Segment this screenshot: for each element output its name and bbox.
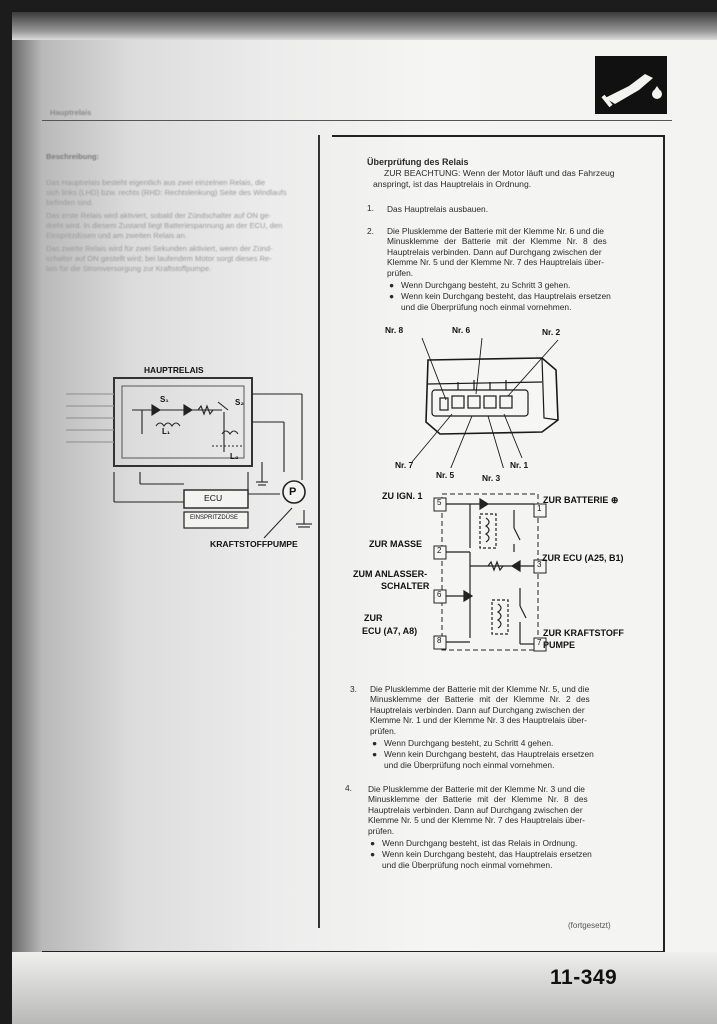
- note-line: anspringt, ist das Hauptrelais in Ordnung.: [373, 179, 532, 189]
- bullet-icon: ●: [389, 280, 395, 290]
- step3-num: 3.: [350, 684, 357, 694]
- panel-top-rule: [332, 135, 664, 137]
- bullet-icon: ●: [389, 291, 395, 301]
- step3-line: Minusklemme der Batterie mit der Klemme Nr. 2 des: [370, 694, 590, 705]
- step3-bullet: und die Überprüfung noch einmal vornehmen.: [384, 760, 555, 770]
- left-line: schalter auf ON gestellt wird; bei laufendem Motor sorgt dieses Re-: [46, 254, 272, 263]
- pin-label-nr5: Nr. 5: [436, 470, 455, 480]
- step4-bullet: und die Überprüfung noch einmal vornehmen.: [382, 860, 553, 870]
- schematic-pin-2: 2: [437, 546, 442, 555]
- zur-batterie-label: ZUR BATTERIE ⊕: [543, 495, 619, 505]
- step2-num: 2.: [367, 226, 374, 236]
- pump-symbol: P: [289, 486, 297, 498]
- pin-label-nr1: Nr. 1: [510, 460, 529, 470]
- step3-bullet: Wenn kein Durchgang besteht, das Hauptrelais ersetzen: [384, 749, 594, 759]
- step2-line: Minusklemme der Batterie mit der Klemme Nr. 8 des: [387, 236, 607, 247]
- step2-line: Klemme Nr. 5 und der Klemme Nr. 7 des Hauptrelais über-: [387, 257, 604, 268]
- zum-anlasser-label: ZUM ANLASSER-: [353, 569, 428, 579]
- ecu-label: ECU: [204, 493, 223, 503]
- page-top-shadow: [12, 12, 717, 40]
- bullet-icon: ●: [372, 749, 378, 759]
- step4-line: prüfen.: [368, 825, 395, 836]
- left-line: Das zweite Relais wird für zwei Sekunden aktiviert, wenn der Zünd-: [46, 244, 273, 253]
- column-divider: [318, 135, 320, 928]
- fuel-system-emblem-icon: [595, 56, 667, 114]
- zur-ecu-a7-label: ECU (A7, A8): [362, 626, 418, 636]
- step3-line: Die Plusklemme der Batterie mit der Klemme Nr. 5, und die: [370, 684, 590, 694]
- zur-ecu-a25-label: ZUR ECU (A25, B1): [542, 553, 624, 563]
- pump-leader-line: [262, 504, 302, 540]
- kraftstoffpumpe-label: KRAFTSTOFFPUMPE: [210, 539, 298, 549]
- pin-label-nr2: Nr. 2: [542, 327, 561, 337]
- section-tab: Beschreibung:: [46, 152, 100, 161]
- step4-bullet: Wenn Durchgang besteht, ist das Relais in Ordnung.: [382, 838, 578, 848]
- step2-bullet: und die Überprüfung noch einmal vornehmen.: [401, 302, 572, 312]
- step2-text: [387, 226, 607, 278]
- step3-line: Klemme Nr. 1 und der Klemme Nr. 3 des Hauptrelais über-: [370, 715, 587, 726]
- l2-label: L₂: [230, 452, 239, 461]
- zur-label: ZUR: [364, 613, 383, 623]
- continued-label: (fortgesetzt): [568, 921, 611, 930]
- pin-label-nr6: Nr. 6: [452, 325, 471, 335]
- schematic-pin-8: 8: [437, 636, 442, 645]
- schematic-pin-7: 7: [537, 638, 542, 647]
- pin-label-nr8: Nr. 8: [385, 325, 404, 335]
- left-line: Das erste Relais wird aktiviert, sobald der Zündschalter auf ON ge-: [46, 211, 271, 220]
- l1-label: L₁: [162, 427, 171, 436]
- bullet-icon: ●: [370, 849, 376, 859]
- left-description: [46, 178, 326, 274]
- left-line: lais für die Stromversorgung zur Kraftstoffpumpe.: [46, 264, 212, 273]
- check-title: Überprüfung des Relais: [367, 157, 469, 167]
- step4-line: Die Plusklemme der Batterie mit der Klemme Nr. 3 und die: [368, 784, 585, 794]
- left-line: sich links (LHD) bzw. rechts (RHD: Rechtslenkung) Seite des Windlaufs: [46, 188, 287, 197]
- panel-right-rule: [663, 135, 665, 951]
- s1-label: S₁: [160, 395, 169, 404]
- step2-line: prüfen.: [387, 267, 414, 278]
- pin-label-nr7: Nr. 7: [395, 460, 414, 470]
- step2-line: Hauptrelais verbinden. Dann auf Durchgang zwischen der: [387, 246, 602, 257]
- schematic-pin-6: 6: [437, 590, 442, 599]
- step1-text: Das Hauptrelais ausbauen.: [387, 204, 489, 214]
- step4-num: 4.: [345, 783, 352, 793]
- step3-line: Hauptrelais verbinden. Dann auf Durchgang zwischen der: [370, 704, 585, 715]
- bullet-icon: ●: [372, 738, 378, 748]
- relay-schematic: [430, 488, 550, 658]
- injector-label: EINSPRITZDÜSE: [190, 515, 239, 521]
- step1-num: 1.: [367, 203, 374, 213]
- step4-bullet: Wenn kein Durchgang besteht, das Hauptrelais ersetzen: [382, 849, 592, 859]
- step4-text: [368, 784, 588, 836]
- schematic-pin-1: 1: [537, 504, 542, 513]
- left-line: dreht wird. In diesem Zustand liegt Batteriespannung an der ECU, den: [46, 221, 283, 230]
- step2-bullet: Wenn Durchgang besteht, zu Schritt 3 gehen.: [401, 280, 571, 290]
- s2-label: S₂: [235, 398, 244, 407]
- schematic-pin-3: 3: [537, 560, 542, 569]
- manual-page: [12, 12, 717, 1024]
- step4-line: Hauptrelais verbinden. Dann auf Durchgang zwischen der: [368, 804, 583, 815]
- schalter-label: SCHALTER: [381, 581, 430, 591]
- relay-picture: [392, 334, 572, 468]
- bullet-icon: ●: [370, 838, 376, 848]
- zur-masse-label: ZUR MASSE: [369, 539, 423, 549]
- step2-bullet: Wenn kein Durchgang besteht, das Hauptrelais ersetzen: [401, 291, 611, 301]
- left-heading: Hauptrelais: [50, 108, 92, 117]
- step3-bullet: Wenn Durchgang besteht, zu Schritt 4 gehen.: [384, 738, 554, 748]
- step4-line: Minusklemme der Batterie mit der Klemme Nr. 8 des: [368, 794, 588, 805]
- step4-line: Klemme Nr. 5 und der Klemme Nr. 7 des Hauptrelais über-: [368, 815, 585, 826]
- left-line: befinden sind.: [46, 198, 94, 207]
- pumpe-label: PUMPE: [543, 640, 576, 650]
- zur-kraftstoff-label: ZUR KRAFTSTOFF: [543, 628, 624, 638]
- left-line: Einspritzdüsen und am zweiten Relais an.: [46, 231, 187, 240]
- page-number: 11-349: [550, 966, 618, 989]
- header-rule: [42, 120, 672, 121]
- schematic-pin-5: 5: [437, 498, 442, 507]
- zu-ign-label: ZU IGN. 1: [382, 491, 423, 501]
- left-line: Das Hauptrelais besteht eigentlich aus zwei einzelnen Relais, die: [46, 178, 266, 187]
- step2-line: Die Plusklemme der Batterie mit der Klemme Nr. 6 und die: [387, 226, 604, 236]
- step3-line: prüfen.: [370, 725, 397, 736]
- hauptrelais-label: HAUPTRELAIS: [144, 365, 204, 375]
- step3-text: [370, 684, 590, 736]
- note-line: ZUR BEACHTUNG: Wenn der Motor läuft und das Fahrzeug: [384, 168, 615, 178]
- pin-label-nr3: Nr. 3: [482, 473, 501, 483]
